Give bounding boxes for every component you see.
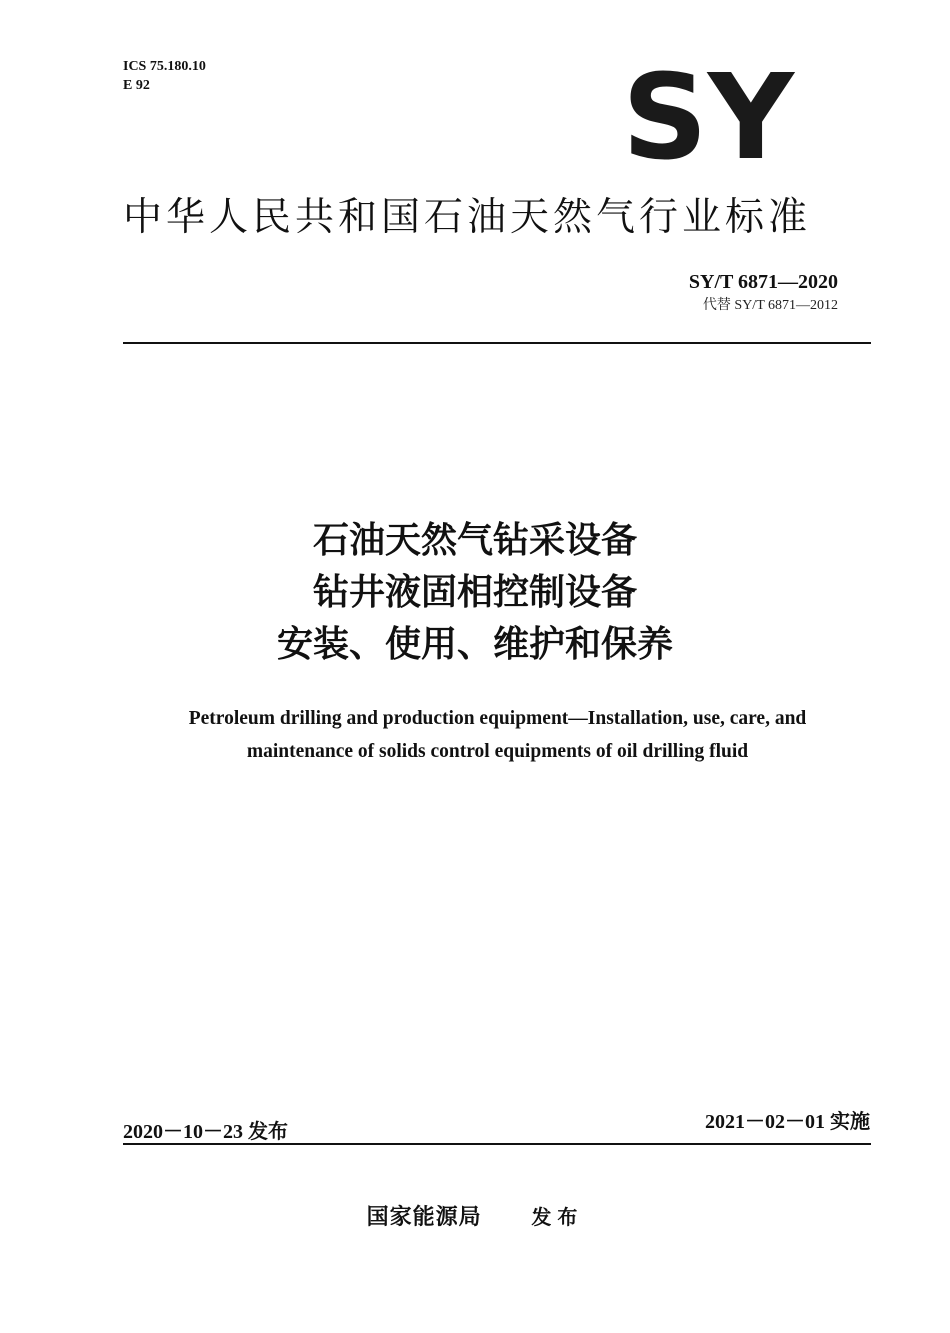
chinese-title-line-1: 石油天然气钻采设备	[312, 520, 637, 561]
chinese-title	[0, 515, 950, 671]
chinese-title-line-3: 安装、使用、维护和保养	[276, 624, 673, 665]
top-divider	[123, 342, 871, 344]
ccs-code: E 92	[123, 78, 150, 93]
sy-logo	[621, 66, 796, 162]
chinese-title-line-2: 钻井液固相控制设备	[312, 572, 637, 613]
publisher-action: 发布	[531, 1205, 584, 1229]
issue-date-block	[123, 1115, 288, 1144]
publisher-name: 国家能源局	[366, 1205, 482, 1230]
standard-number: SY/T 6871—2020	[688, 271, 838, 293]
issue-label: 发布	[248, 1119, 288, 1143]
replaces-standard: 代替 SY/T 6871—2012	[702, 298, 838, 313]
english-title-line-2: maintenance of solids control equipments of oil drilling fluid	[246, 741, 749, 762]
english-title	[140, 702, 855, 768]
english-title-line-1: Petroleum drilling and production equipment—Installation, use, care, and	[188, 708, 807, 729]
implementation-label: 实施	[830, 1109, 870, 1133]
standard-code-block	[689, 269, 838, 317]
issue-date: 2020－10－23	[123, 1121, 243, 1143]
sy-logo-text: SY	[622, 66, 796, 162]
classification-codes	[123, 57, 206, 95]
implementation-date: 2021－02－01	[705, 1111, 825, 1133]
publisher-block	[0, 1200, 950, 1231]
bottom-divider	[123, 1143, 871, 1145]
ics-code: ICS 75.180.10	[123, 59, 206, 74]
implementation-date-block	[705, 1105, 870, 1134]
standard-type-title: 中华人民共和国石油天然气行业标准	[123, 195, 812, 240]
